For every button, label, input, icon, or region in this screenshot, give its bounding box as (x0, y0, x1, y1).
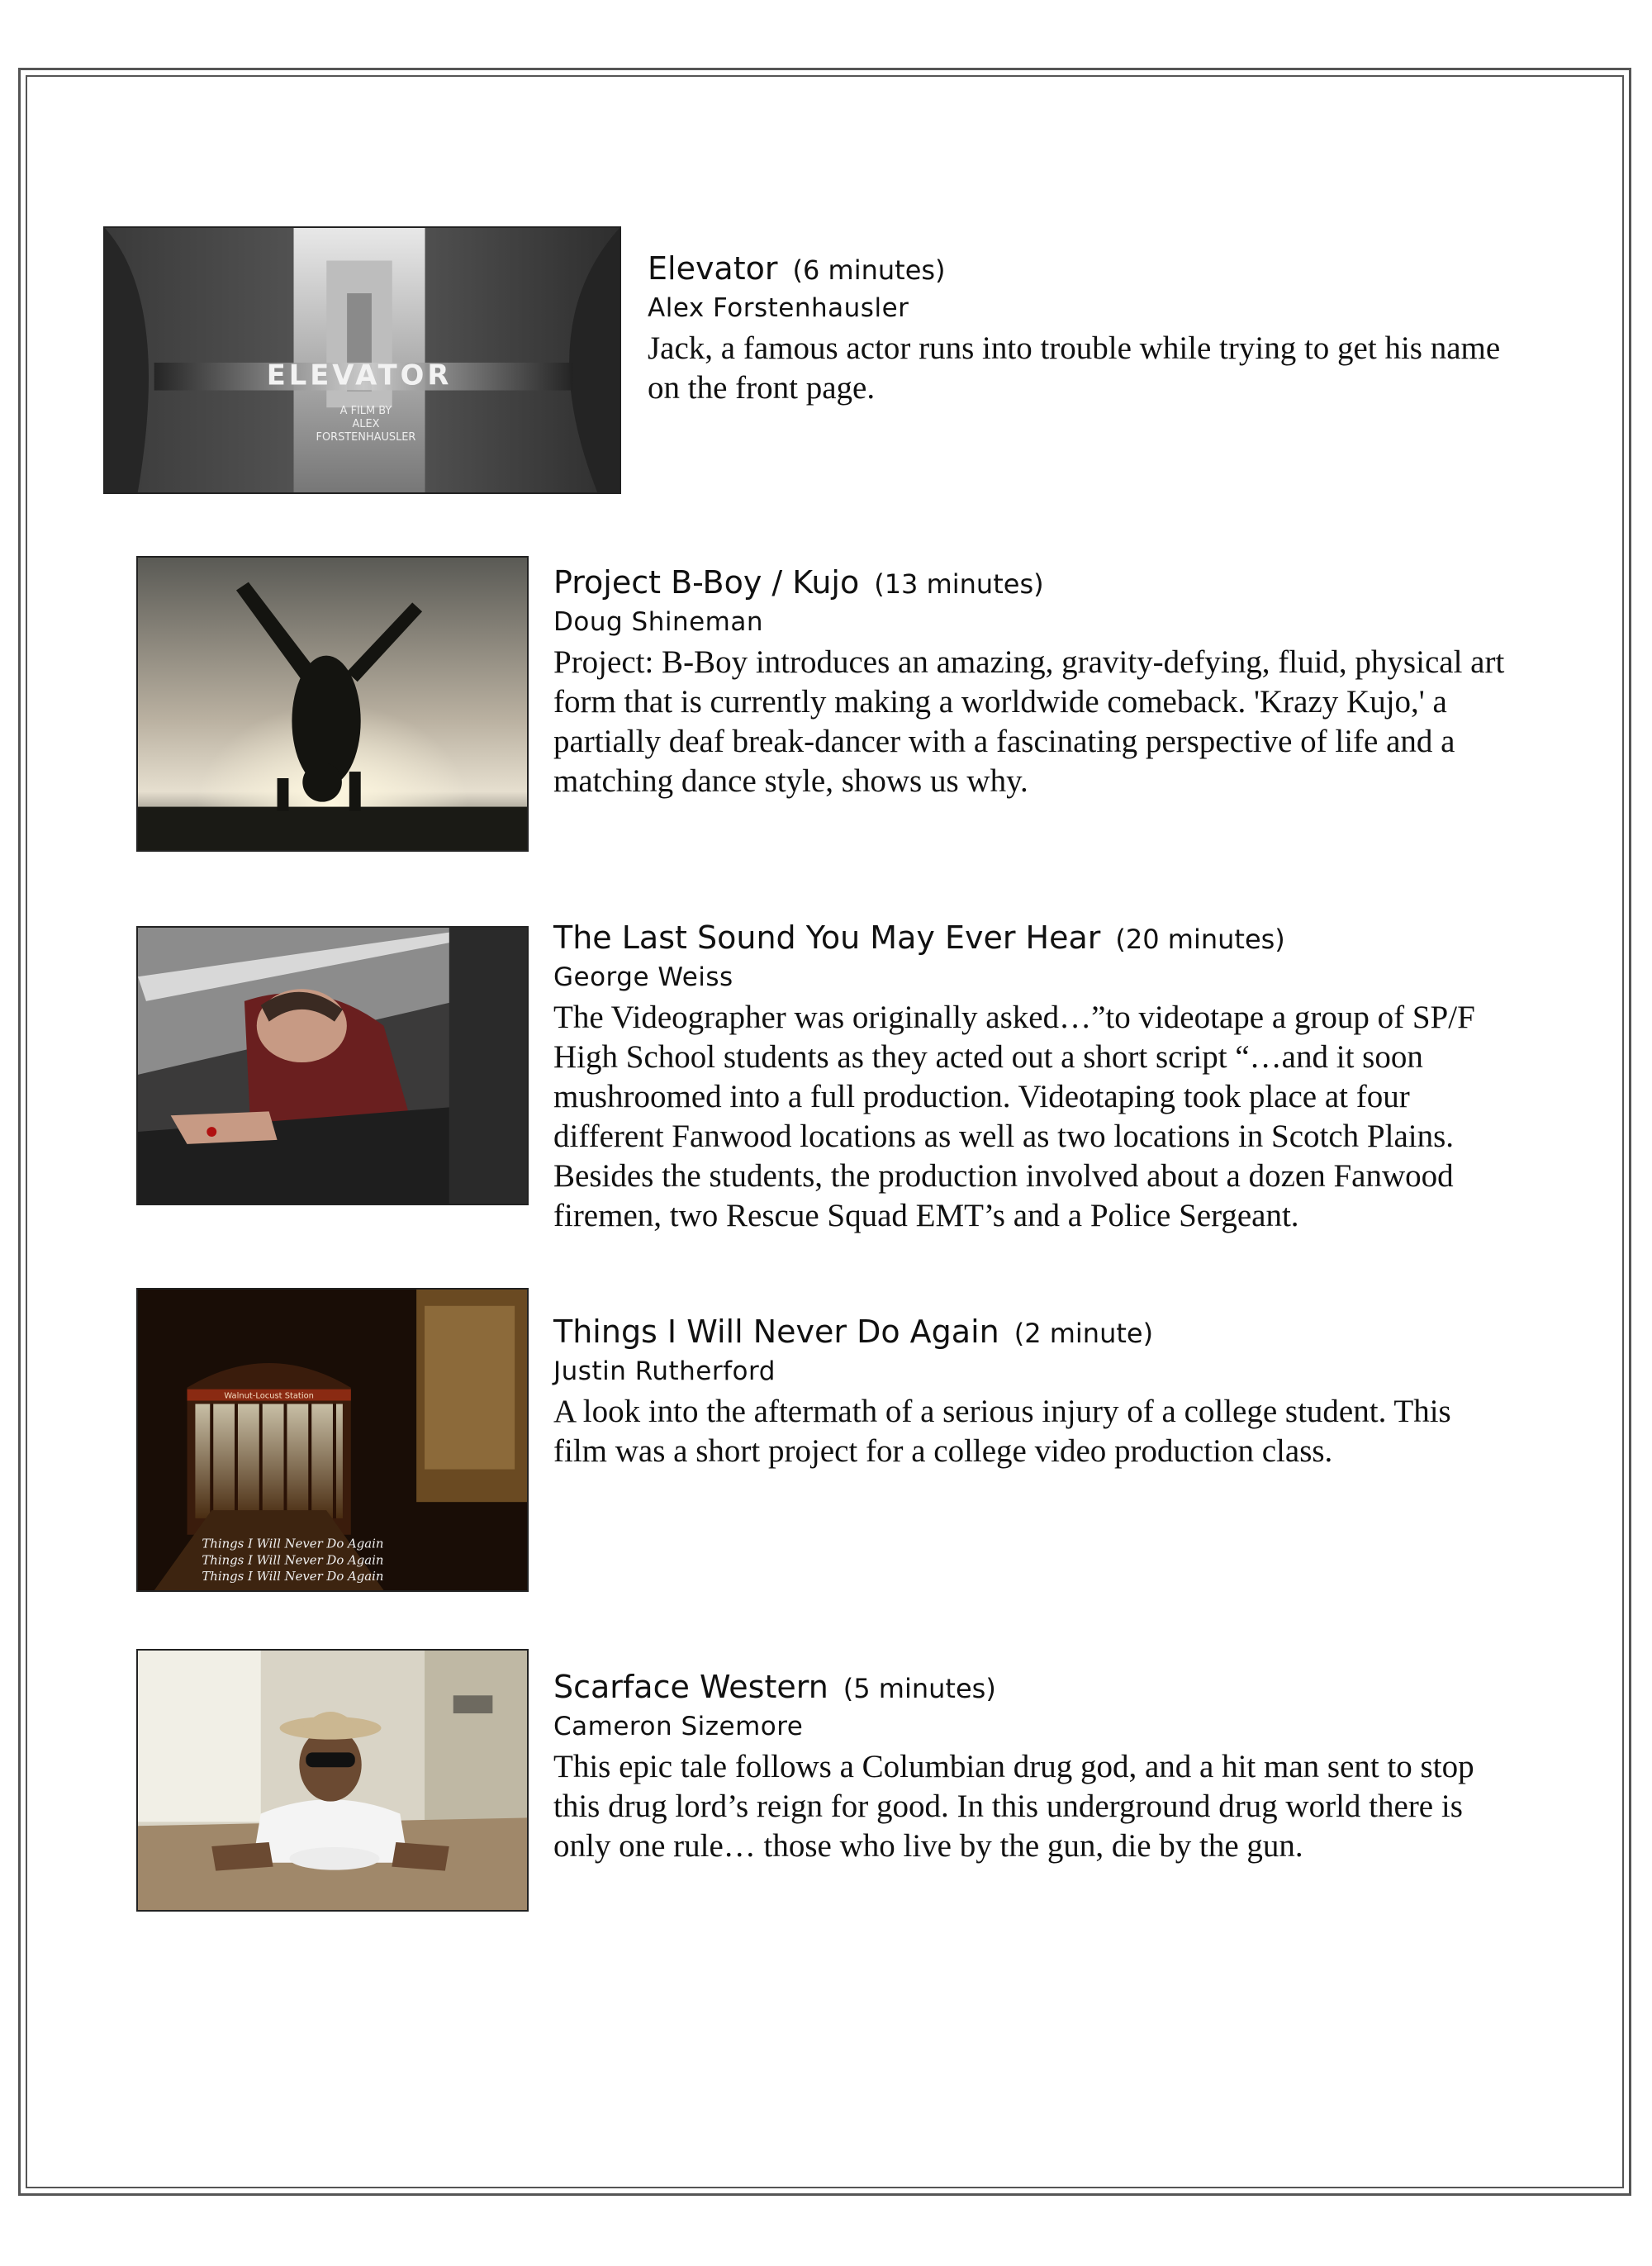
film-title: Things I Will Never Do Again (553, 1314, 999, 1350)
scarface-title-line (553, 1668, 1512, 1708)
elevator-thumbnail-credit-3: FORSTENHAUSLER (316, 430, 416, 444)
film-title: Elevator (648, 250, 778, 287)
film-title: The Last Sound You May Ever Hear (553, 919, 1101, 956)
elevator-thumbnail-credit-1: A FILM BY (339, 405, 392, 418)
film-duration: (6 minutes) (792, 254, 946, 286)
film-title: Scarface Western (553, 1669, 828, 1705)
scarface-entry (553, 1668, 1512, 1866)
elevator-entry (648, 249, 1507, 408)
film-duration: (2 minute) (1014, 1318, 1154, 1349)
film-author: Cameron Sizemore (553, 1712, 804, 1741)
things-title-line (553, 1313, 1512, 1352)
b-boy-entry (553, 563, 1512, 801)
b-boy-title-line (553, 563, 1512, 603)
things-overlay-line-1: Things I Will Never Do Again (202, 1536, 384, 1551)
film-description: Project: B-Boy introduces an amazing, gravity-defying, fluid, physical art form that is currently making a worldwide comeback. 'Krazy Kujo,' a partially deaf break-dancer with a fascinating perspective of life and a matching dance style, shows us why. (553, 644, 1505, 799)
film-description: Jack, a famous actor runs into trouble while trying to get his name on the front page. (648, 330, 1501, 406)
last-sound-entry (553, 919, 1512, 1236)
film-author: Justin Rutherford (553, 1356, 776, 1386)
last-sound-thumbnail (136, 926, 529, 1205)
things-entry (553, 1313, 1512, 1471)
film-description: The Videographer was originally asked…”to videotape a group of SP/F High School students as they acted out a short script “…and it soon mushroomed into a full production. Videotaping took place at four different Fanwood locations as well as two locations in Scotch Plains. Besides the students, the production involved about a dozen Fanwood firemen, two Rescue Squad EMT’s and a Police Sergeant. (553, 1000, 1475, 1233)
things-overlay-line-3: Things I Will Never Do Again (202, 1569, 384, 1584)
film-duration: (5 minutes) (843, 1673, 996, 1704)
film-duration: (20 minutes) (1115, 924, 1285, 955)
things-thumbnail (136, 1288, 529, 1592)
film-author: Alex Forstenhausler (648, 293, 909, 323)
elevator-thumbnail (103, 226, 621, 494)
film-description: A look into the aftermath of a serious injury of a college student. This film was a short project for a college video production class. (553, 1394, 1451, 1469)
film-author: Doug Shineman (553, 607, 764, 637)
last-sound-title-line (553, 919, 1512, 958)
things-sign-text: Walnut-Locust Station (224, 1391, 314, 1401)
film-author: George Weiss (553, 962, 733, 992)
film-title: Project B-Boy / Kujo (553, 564, 860, 601)
elevator-title-line (648, 249, 1507, 289)
elevator-thumbnail-title: ELEVATOR (266, 359, 453, 392)
scarface-thumbnail (136, 1649, 529, 1912)
things-overlay-line-2: Things I Will Never Do Again (202, 1552, 384, 1568)
film-duration: (13 minutes) (874, 568, 1044, 600)
elevator-thumbnail-credit-2: ALEX (352, 418, 380, 430)
film-description: This epic tale follows a Columbian drug god, and a hit man sent to stop this drug lord’s reign for good. In this underground drug world there is only one rule… those who live by the gun, die by the gun. (553, 1749, 1474, 1864)
b-boy-thumbnail (136, 556, 529, 852)
